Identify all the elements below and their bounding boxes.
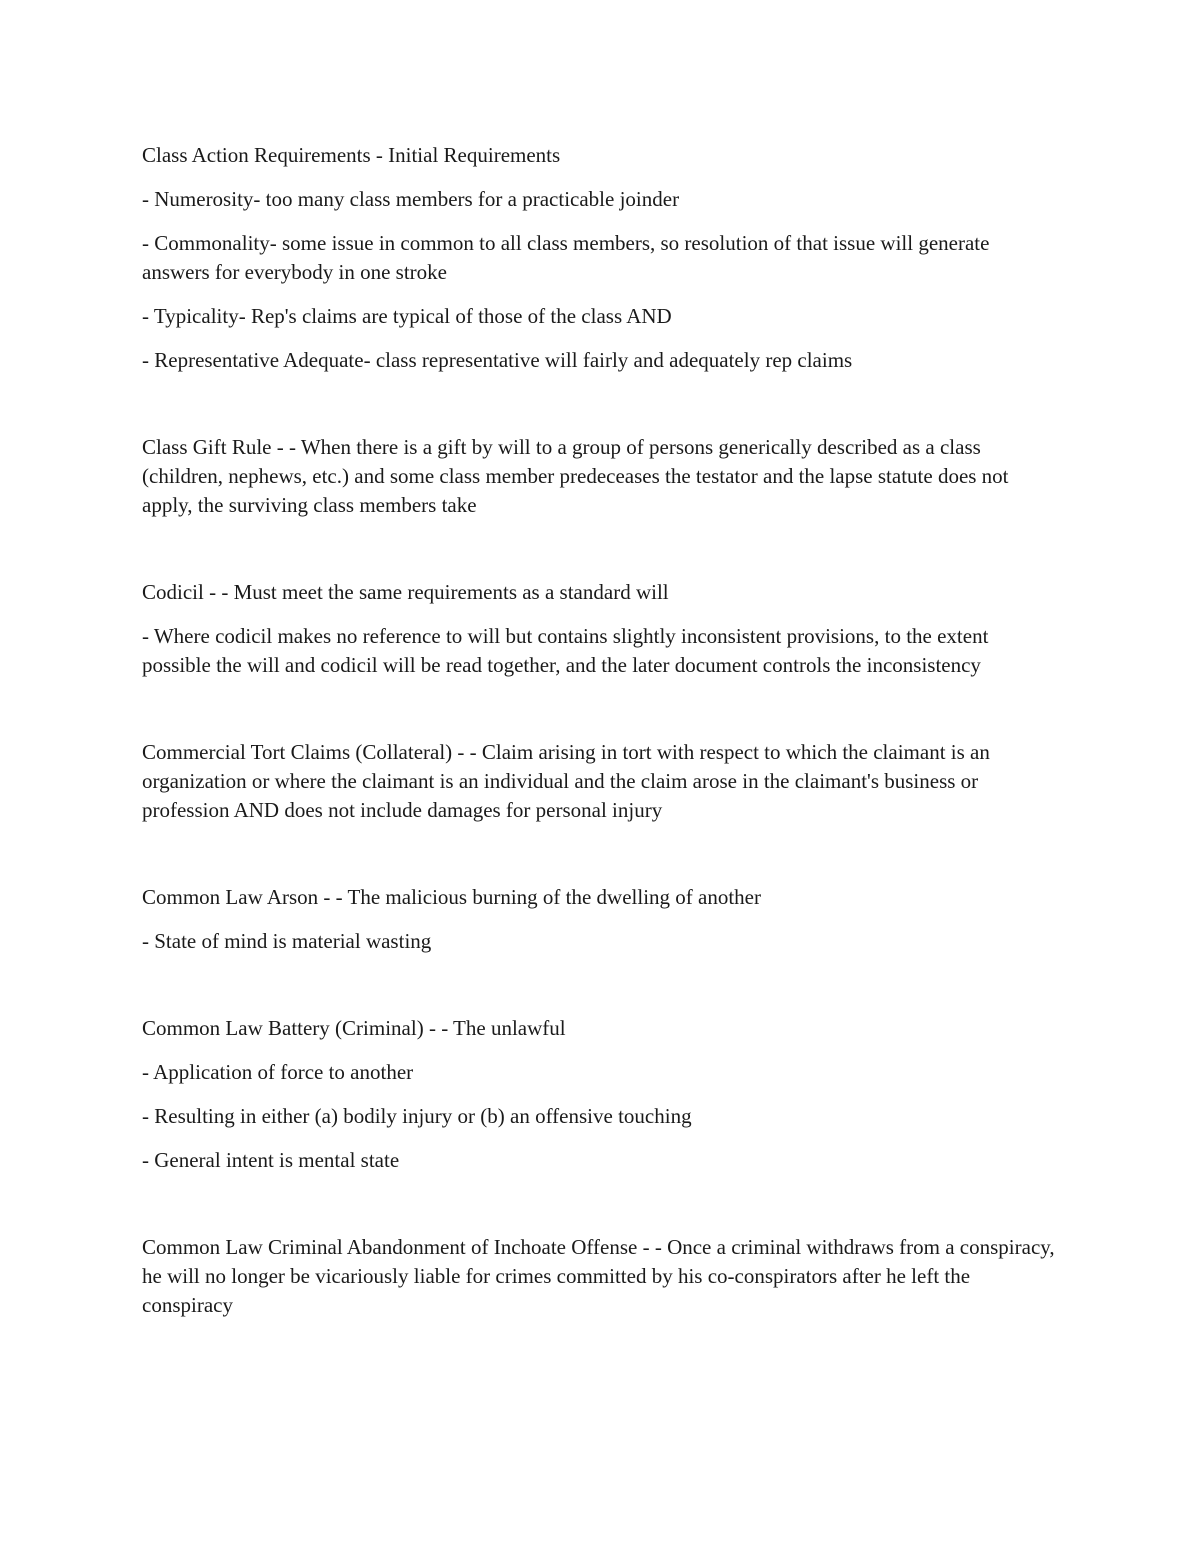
- entry-line: Codicil - - Must meet the same requirements as a standard will: [142, 580, 669, 604]
- entry-line: Commercial Tort Claims (Collateral) - - Claim arising in tort with respect to which the claimant is an organization or where the claimant is an individual and the claim arose in the claimant's business or profession AND does not include damages for personal injury: [142, 740, 990, 822]
- entry-line: - State of mind is material wasting: [142, 929, 432, 953]
- entry-line: - Numerosity- too many class members for a practicable joinder: [142, 187, 680, 211]
- entry-criminal-abandonment: [142, 1233, 1062, 1320]
- entry-line: - General intent is mental state: [142, 1148, 400, 1172]
- entry-common-law-arson: [142, 883, 1062, 956]
- entry-line: Class Action Requirements - Initial Requirements: [142, 143, 561, 167]
- entry-line: Common Law Battery (Criminal) - - The unlawful: [142, 1016, 566, 1040]
- entry-common-law-battery: [142, 1014, 1062, 1175]
- entry-line: - Typicality- Rep's claims are typical of those of the class AND: [142, 304, 672, 328]
- entry-line: - Application of force to another: [142, 1060, 414, 1084]
- entry-line: Common Law Arson - - The malicious burning of the dwelling of another: [142, 885, 761, 909]
- entry-commercial-tort-claims: [142, 738, 1062, 825]
- entry-line: - Commonality- some issue in common to all class members, so resolution of that issue will generate answers for everybody in one stroke: [142, 231, 990, 284]
- entry-line: - Representative Adequate- class representative will fairly and adequately rep claims: [142, 348, 853, 372]
- entry-codicil: [142, 578, 1062, 680]
- entry-line: Class Gift Rule - - When there is a gift by will to a group of persons generically described as a class (children, nephews, etc.) and some class member predeceases the testator and the lapse statute does not apply, the surviving class members take: [142, 435, 1009, 517]
- entry-line: Common Law Criminal Abandonment of Inchoate Offense - - Once a criminal withdraws from a conspiracy, he will no longer be vicariously liable for crimes committed by his co-conspirators after he left the conspiracy: [142, 1235, 1055, 1317]
- entry-line: - Where codicil makes no reference to will but contains slightly inconsistent provisions, to the extent possible the will and codicil will be read together, and the later document controls the inconsistency: [142, 624, 989, 677]
- entry-class-action-requirements: [142, 141, 1062, 375]
- entry-line: - Resulting in either (a) bodily injury or (b) an offensive touching: [142, 1104, 692, 1128]
- entry-class-gift-rule: [142, 433, 1062, 520]
- document-body: [142, 141, 1062, 1378]
